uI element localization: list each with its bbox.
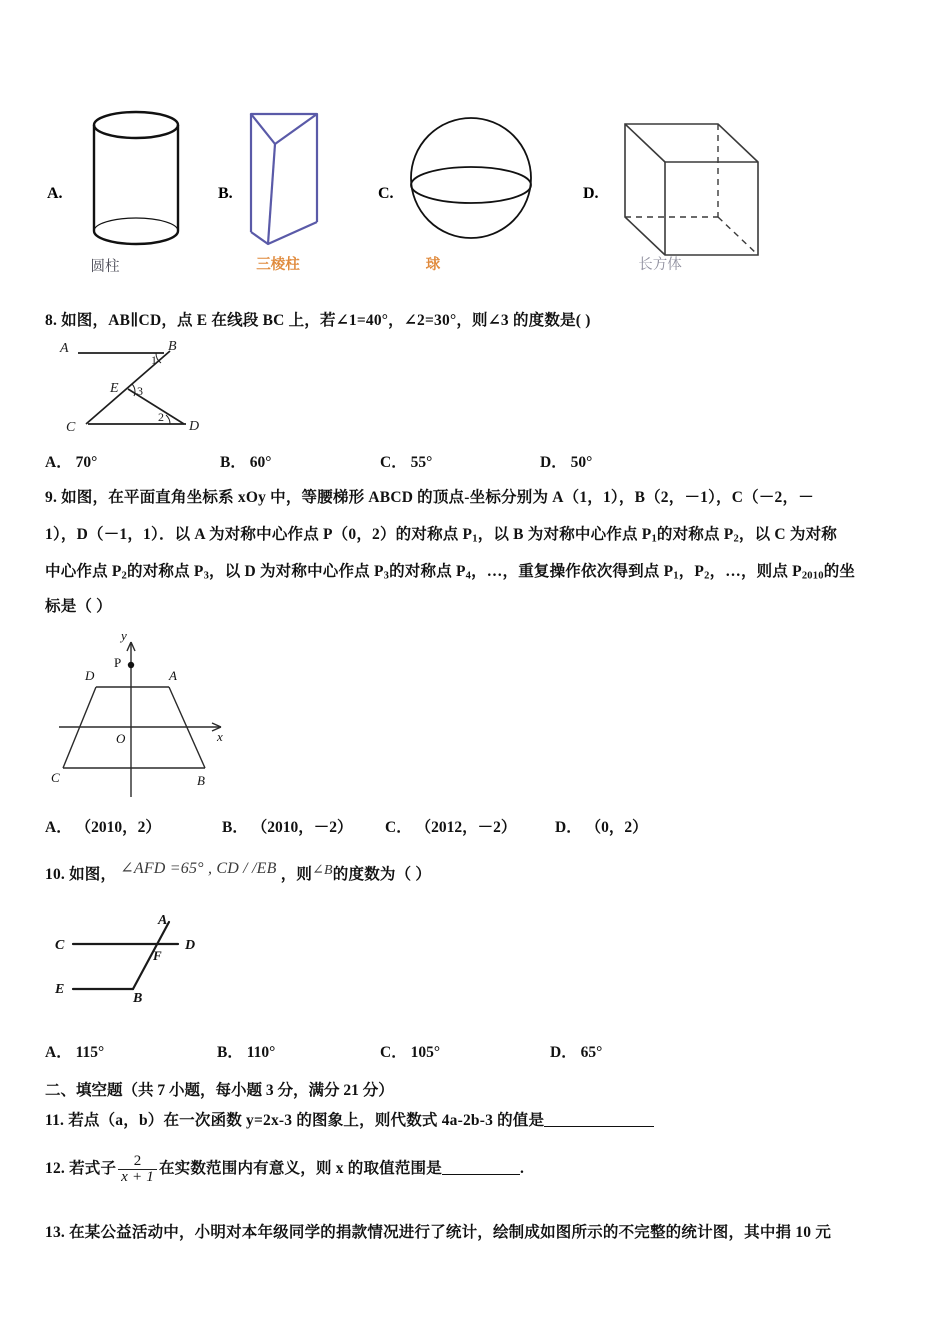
caption-triangular-prism: 三棱柱 [256,257,300,273]
option-letter-d: D. [583,185,599,202]
q13-number: 13. [45,1224,65,1241]
q9-sub-3: 3 [203,570,210,582]
q10-suffix: 的度数为（ ） [332,866,432,883]
q10-figure [45,902,295,1027]
q9-sub-4: 4 [465,570,472,582]
triangular-prism-icon [240,100,370,265]
q8-body: 如图，AB∥CD，点 E 在线段 BC 上，若∠1=40°，∠2=30°，则∠3 的度数是( ) [61,312,591,329]
q9-line3-b: 的对称点 P [127,563,204,580]
q9-line3-a: 中心作点 P [45,563,122,580]
cylinder-icon [78,103,198,273]
q12-before: 若式子 [69,1160,117,1177]
cuboid-icon [615,112,775,262]
option-letter-a: A. [47,185,63,202]
q10-label-E: E [55,982,65,997]
q10-label-F: F [153,948,162,963]
q9-line3-f: ，P [678,563,705,580]
q12-number: 12. [45,1160,65,1177]
q12-numerator: 2 [133,1152,142,1169]
question-9-stem-line3 [45,557,930,592]
q11-answer-blank[interactable] [544,1126,654,1127]
q9-number: 9. [45,489,58,506]
solids-option-row [0,0,950,300]
q9-sub-2: 2 [733,533,739,545]
q11-number: 11. [45,1112,65,1129]
question-12 [45,1152,930,1186]
q9-point-P-dot [128,662,134,668]
q9-label-P: P [114,655,122,670]
q9-label-A: A [169,668,177,683]
q9-option-b[interactable]: B． （2010，－2） [222,819,353,836]
q8-label-B: B [168,339,177,354]
q9-option-d[interactable]: D． （0，2） [555,819,648,836]
q8-angle-3: 3 [137,384,143,398]
question-9-options [45,815,930,839]
q8-label-A: A [60,341,69,356]
q12-fraction [118,1154,157,1187]
q8-option-a[interactable]: A． 70° [45,454,98,471]
q9-sub-2010: 2010 [801,570,824,582]
q9-figure [45,622,295,812]
q9-sub-1: 1 [472,533,478,545]
q13-body: 在某公益活动中，小明对本年级同学的捐款情况进行了统计，绘制成如图所示的不完整的统计图，其中捐 10 元 [69,1224,832,1241]
question-8-stem [45,306,925,336]
q8-angle-1: 1 [151,353,157,367]
caption-sphere: 球 [425,257,441,273]
q9-sub-2c: 2 [704,570,710,582]
q8-number: 8. [45,312,58,329]
q9-label-C: C [51,770,60,785]
q8-figure [48,336,278,446]
q9-line3-c: ，以 D 为对称中心作点 P [209,563,384,580]
q8-label-C: C [66,420,76,435]
q10-label-D: D [185,938,196,953]
q9-line3-h: 的坐 [823,563,856,580]
q10-angle-b: ∠B [312,863,333,878]
q12-answer-blank[interactable] [442,1174,520,1175]
q10-prefix: 如图， [69,866,117,883]
q10-math-expression: ∠AFD =65° , CD / /EB [120,860,277,877]
q9-sub-1b: 1 [651,533,657,545]
q12-after: 在实数范围内有意义，则 x 的取值范围是 [158,1160,442,1177]
question-10-options [45,1040,930,1064]
question-13 [45,1218,940,1248]
q9-line2-c: 的对称点 P [656,526,734,543]
option-letter-b: B. [218,185,233,202]
q8-option-c[interactable]: C． 55° [380,454,433,471]
q9-line3-e: ，…，重复操作依次得到点 P [471,563,674,580]
q9-sub-3b: 3 [383,570,390,582]
q10-option-a[interactable]: A． 115° [45,1044,105,1061]
q9-sub-1c: 1 [673,570,679,582]
option-letter-c: C. [378,185,394,202]
q9-line2-b: ，以 B 为对称中心作点 P [477,526,652,543]
q9-label-x: x [217,729,223,744]
q10-option-d[interactable]: D． 65° [550,1044,603,1061]
question-9-stem-line4: 标是（ ） [45,598,112,615]
question-8-options [45,450,925,474]
q9-label-O: O [116,731,126,746]
q12-denominator: x + 1 [118,1169,157,1186]
q10-number: 10. [45,866,65,883]
question-9-stem-line1 [45,483,930,513]
q10-label-B: B [133,991,143,1006]
caption-cuboid: 长方体 [638,257,682,273]
q10-option-c[interactable]: C． 105° [380,1044,441,1061]
q11-body: 若点（a，b）在一次函数 y=2x-3 的图象上，则代数式 4a-2b-3 的值是 [68,1112,545,1129]
q8-label-D: D [189,419,200,434]
q9-line2-d: ，以 C 为对称 [738,526,837,543]
q9-sub-2b: 2 [121,570,128,582]
q10-label-A: A [158,913,168,928]
question-11 [45,1106,930,1136]
q9-line3-d: 的对称点 P [389,563,466,580]
q8-angle-2: 2 [158,410,164,424]
sphere-icon [395,113,555,263]
q9-label-B: B [197,773,205,788]
q9-option-c[interactable]: C． （2012，－2） [385,819,517,836]
q9-line2-a: 1），D（－1，1）．以 A 为对称中心作点 P（0，2）的对称点 P [45,526,473,543]
q8-option-b[interactable]: B． 60° [220,454,272,471]
section-2-heading: 二、填空题（共 7 小题，每小题 3 分，满分 21 分） [45,1082,394,1099]
caption-cylinder: 圆柱 [90,259,120,275]
question-10-stem [45,860,930,891]
q10-mid: ，则 [280,866,313,883]
q8-option-d[interactable]: D． 50° [540,454,593,471]
q10-label-C: C [55,938,65,953]
q8-label-E: E [110,381,119,396]
q9-label-D: D [85,668,95,683]
q9-label-y: y [121,628,127,643]
question-9-stem-line2 [45,520,930,555]
q9-line1: 如图，在平面直角坐标系 xOy 中，等腰梯形 ABCD 的顶点-坐标分别为 A（1，1），B（2，－1），C（－2，－ [61,489,814,506]
q9-option-a[interactable]: A． （2010，2） [45,819,161,836]
q10-option-b[interactable]: B． 110° [217,1044,276,1061]
q12-period: . [519,1160,525,1177]
q9-line3-g: ，…，则点 P [709,563,802,580]
